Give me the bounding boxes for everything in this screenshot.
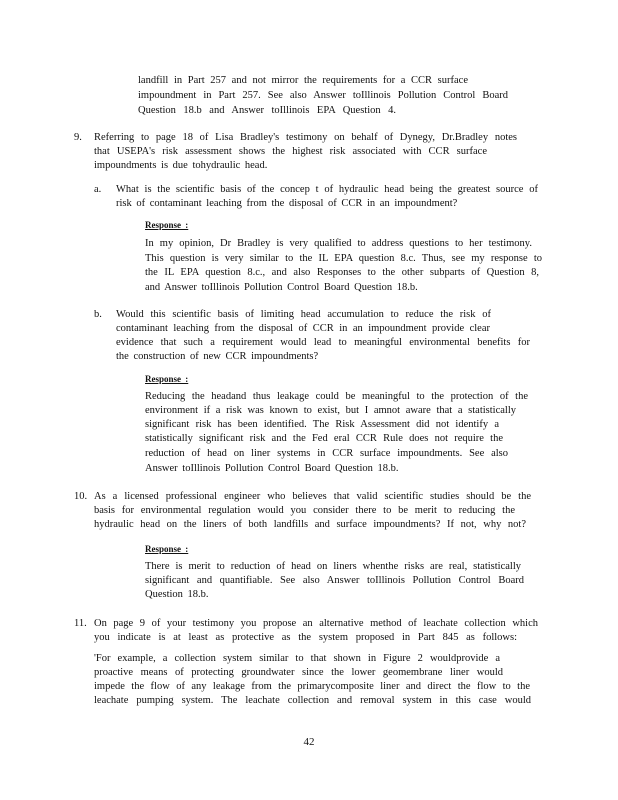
intro-line-2: impoundment in Part 257. See also Answer toIllinois Pollution Control Board: [138, 90, 508, 101]
q11-line-1: On page 9 of your testimony you propose an alternative method of leachate collection which: [94, 618, 538, 629]
q11-quote-1: 'For example, a collection system similar to that shown in Figure 2 wouldprovide a: [94, 653, 500, 664]
q9a-response-label: Response :: [145, 220, 189, 230]
q9-number: 9.: [74, 132, 82, 143]
page-number: 42: [303, 736, 315, 748]
q10-line-1: As a licensed professional engineer who believes that valid scientific studies should be the: [94, 491, 531, 502]
q9b-response-label: Response :: [145, 374, 189, 384]
intro-line-3: Question 18.b and Answer toIllinois EPA Question 4.: [138, 105, 396, 116]
q9b-response-1: Reducing the headand thus leakage could be meaningful to the protection of the: [145, 391, 528, 402]
q11-number: 11.: [74, 618, 87, 629]
q10-response-label: Response :: [145, 544, 189, 554]
q9a-response-3: the IL EPA question 8.c., and also Responses to the other subparts of Question 8,: [145, 267, 539, 278]
q9a-line-2: risk of contaminant leaching from the disposal of CCR in an impoundment?: [116, 198, 458, 209]
q11-quote-3: impede the flow of any leakage from the primarycomposite liner and direct the flow to the: [94, 681, 530, 692]
q10-response-2: significant and quantifiable. See also Answer toIllinois Pollution Control Board: [145, 575, 524, 586]
q11-quote-2: proactive means of protecting groundwater since the lower geomembrane liner would: [94, 667, 503, 678]
q10-line-2: basis for environmental regulation would you consider there to be merit to reducing the: [94, 505, 515, 516]
q9a-response-4: and Answer toIllinois Pollution Control Board Question 18.b.: [145, 282, 418, 293]
q9b-line-3: evidence that such a requirement would lead to meaningful environmental benefits for: [116, 337, 530, 348]
q10-number: 10.: [74, 491, 88, 502]
q9b-response-5: reduction of head on liner systems in CCR surface impoundments. See also: [145, 448, 508, 459]
q9a-label: a.: [94, 184, 102, 195]
q10-response-3: Question 18.b.: [145, 589, 209, 600]
q9b-response-2: environment if a risk was known to exist, but I amnot aware that a statistically: [145, 405, 516, 416]
q9-line-3: impoundments is due tohydraulic head.: [94, 160, 268, 171]
q10-response-1: There is merit to reduction of head on liners whenthe risks are real, statistically: [145, 561, 521, 572]
q10-line-3: hydraulic head on the liners of both landfills and surface impoundments? If not, why not?: [94, 519, 526, 530]
q11-quote-4: leachate pumping system. The leachate collection and removal system in this case would: [94, 695, 531, 706]
q9b-response-4: statistically significant risk and the Fed eral CCR Rule does not require the: [145, 433, 503, 444]
intro-line-1: landfill in Part 257 and not mirror the requirements for a CCR surface: [138, 75, 468, 86]
q11-line-2: you indicate is at least as protective as the system proposed in Part 845 as follows:: [94, 632, 517, 643]
q9a-line-1: What is the scientific basis of the concep t of hydraulic head being the greatest source of: [116, 184, 538, 195]
q9b-label: b.: [94, 309, 102, 320]
q9-line-1: Referring to page 18 of Lisa Bradley's testimony on behalf of Dynegy, Dr.Bradley notes: [94, 132, 517, 143]
q9b-line-1: Would this scientific basis of limiting head accumulation to reduce the risk of: [116, 309, 491, 320]
q9-line-2: that USEPA's risk assessment shows the highest risk associated with CCR surface: [94, 146, 487, 157]
q9a-response-1: In my opinion, Dr Bradley is very qualified to address questions to her testimony.: [145, 238, 532, 249]
q9b-response-6: Answer toIllinois Pollution Control Board Question 18.b.: [145, 463, 399, 474]
q9b-line-4: the construction of new CCR impoundments?: [116, 351, 319, 362]
q9b-line-2: contaminant leaching from the disposal of CCR in an impoundment provide clear: [116, 323, 490, 334]
q9a-response-2: This question is very similar to the IL EPA question 8.c. Thus, see my response to: [145, 253, 542, 264]
q9b-response-3: significant risk has been identified. The Risk Assessment did not identify a: [145, 419, 499, 430]
